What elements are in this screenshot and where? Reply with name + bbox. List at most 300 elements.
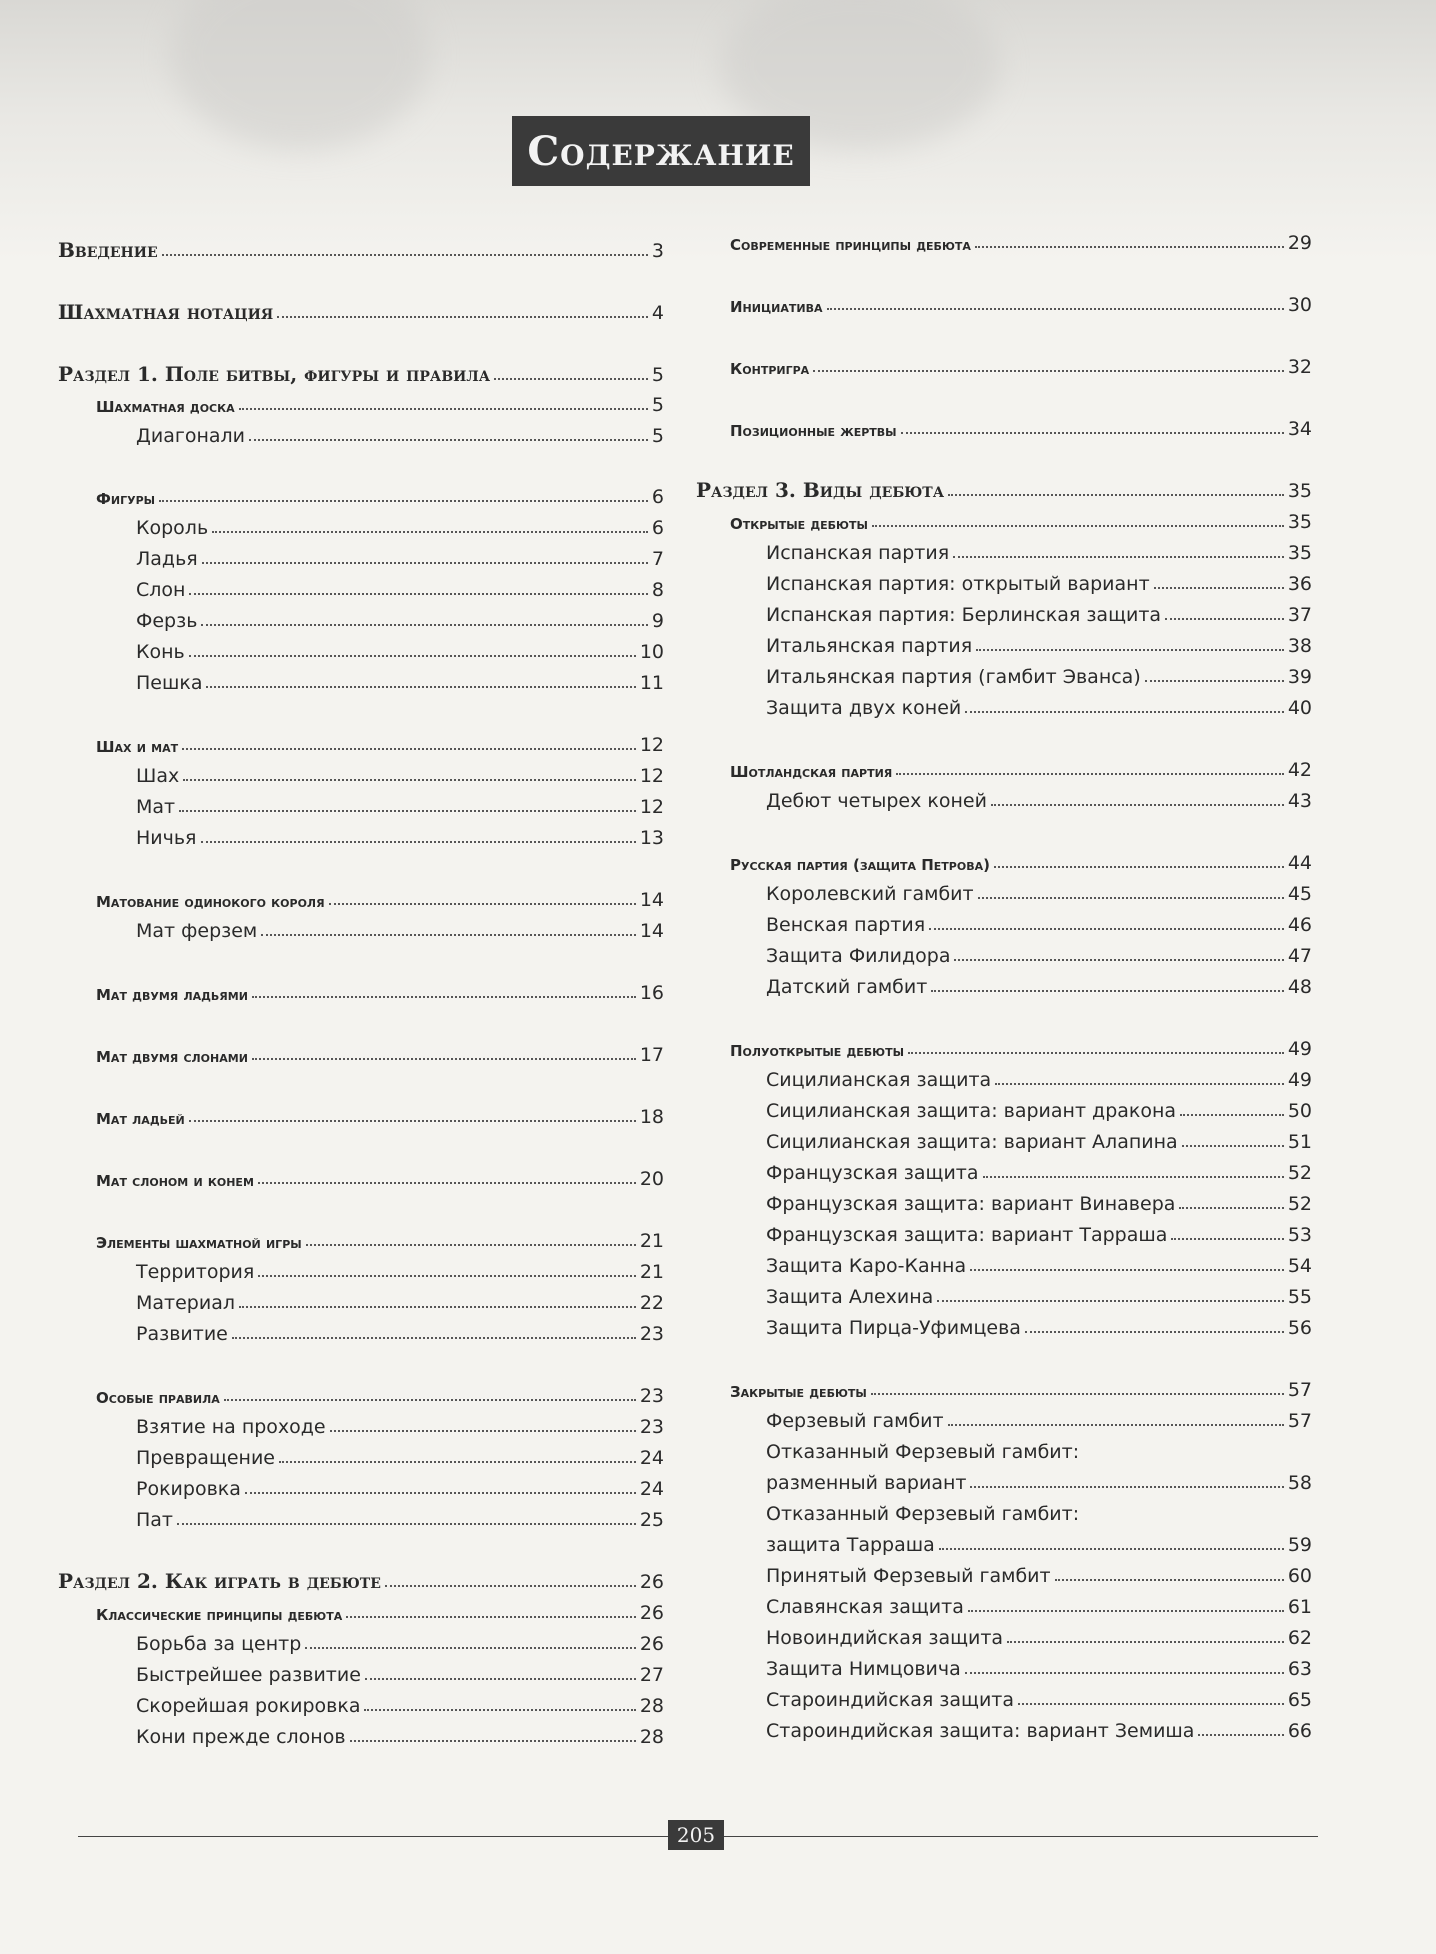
dot-leader xyxy=(385,1585,636,1587)
toc-entry-page: 12 xyxy=(639,796,664,818)
toc-entry-title: Классические принципы дебюта xyxy=(96,1606,343,1624)
toc-entry xyxy=(58,1284,664,1314)
toc-entry-title: Отказанный Ферзевый гамбит: xyxy=(766,1441,1080,1463)
toc-entry-page: 22 xyxy=(639,1292,664,1314)
toc-entry-page: 45 xyxy=(1287,883,1312,905)
dot-leader xyxy=(350,1740,636,1742)
toc-entry xyxy=(696,1092,1312,1122)
toc-entry xyxy=(58,1160,664,1190)
toc-entry-page: 43 xyxy=(1287,790,1312,812)
toc-entry xyxy=(696,968,1312,998)
toc-entry-title: Инициатива xyxy=(730,298,823,316)
toc-entry xyxy=(696,1371,1312,1401)
dot-leader xyxy=(970,1486,1283,1488)
toc-entry xyxy=(696,348,1312,378)
dot-leader xyxy=(976,649,1284,651)
toc-entry xyxy=(696,875,1312,905)
toc-entry xyxy=(696,844,1312,874)
dot-leader xyxy=(1025,1331,1284,1333)
toc-entry-title: защита Тарраша xyxy=(766,1534,935,1556)
toc-entry-page: 10 xyxy=(639,641,664,663)
toc-entry-page: 6 xyxy=(651,517,664,539)
toc-entry-title: Конь xyxy=(136,641,185,663)
toc-entry-page: 6 xyxy=(651,486,664,508)
dot-leader xyxy=(329,903,636,905)
dot-leader xyxy=(365,1678,636,1680)
toc-entry-title: Шах и мат xyxy=(96,738,179,756)
toc-entry-page: 20 xyxy=(639,1168,664,1190)
toc-entry xyxy=(58,1098,664,1128)
dot-leader xyxy=(494,378,648,380)
toc-entry xyxy=(696,286,1312,316)
toc-entry-title: Королевский гамбит xyxy=(766,883,974,905)
toc-entry xyxy=(58,1036,664,1066)
toc-entry-page: 49 xyxy=(1287,1038,1312,1060)
toc-entry xyxy=(58,1594,664,1624)
toc-entry-page: 26 xyxy=(639,1633,664,1655)
toc-entry-page: 27 xyxy=(639,1664,664,1686)
dot-leader xyxy=(953,556,1284,558)
toc-entry-title: Введение xyxy=(58,238,158,262)
dot-leader xyxy=(965,711,1284,713)
toc-entry xyxy=(696,627,1312,657)
toc-entry xyxy=(58,1470,664,1500)
toc-entry-page: 5 xyxy=(651,394,664,416)
toc-entry-title: Ладья xyxy=(136,548,198,570)
toc-entry-page: 12 xyxy=(639,765,664,787)
toc-entry-title: Слон xyxy=(136,579,186,601)
dot-leader xyxy=(978,897,1284,899)
toc-entry-title: Сицилианская защита: вариант Алапина xyxy=(766,1131,1178,1153)
toc-entry-title: Мат ферзем xyxy=(136,920,258,942)
toc-entry xyxy=(696,1030,1312,1060)
toc-entry-page: 52 xyxy=(1287,1162,1312,1184)
dot-leader xyxy=(995,1083,1284,1085)
dot-leader xyxy=(1179,1207,1283,1209)
toc-entry-page: 37 xyxy=(1287,604,1312,626)
toc-entry xyxy=(696,658,1312,688)
toc-entry-title: Взятие на проходе xyxy=(136,1416,326,1438)
toc-entry-page: 29 xyxy=(1287,232,1312,254)
dot-leader xyxy=(277,316,648,318)
toc-entry-title: Французская защита: вариант Тарраша xyxy=(766,1224,1168,1246)
toc-entry-title: Элементы шахматной игры xyxy=(96,1234,302,1252)
toc-entry-title: Защита Пирца-Уфимцева xyxy=(766,1317,1021,1339)
toc-entry xyxy=(696,1712,1312,1742)
toc-entry-title: Итальянская партия xyxy=(766,635,973,657)
toc-entry-page: 48 xyxy=(1287,976,1312,998)
toc-entry-page: 59 xyxy=(1287,1534,1312,1556)
dot-leader xyxy=(970,1269,1284,1271)
dot-leader xyxy=(872,525,1284,527)
toc-entry-page: 46 xyxy=(1287,914,1312,936)
dot-leader xyxy=(965,1672,1284,1674)
toc-entry xyxy=(58,664,664,694)
toc-entry-page: 24 xyxy=(639,1478,664,1500)
dot-leader xyxy=(162,254,648,256)
toc-entry-title: Скорейшая рокировка xyxy=(136,1695,361,1717)
dot-leader xyxy=(245,1492,636,1494)
toc-entry xyxy=(58,417,664,447)
toc-entry-page: 36 xyxy=(1287,573,1312,595)
toc-entry xyxy=(58,1253,664,1283)
page-title: Содержание xyxy=(512,116,810,186)
dot-leader xyxy=(871,1393,1284,1395)
toc-entry-page: 42 xyxy=(1287,759,1312,781)
toc-entry-page: 51 xyxy=(1287,1131,1312,1153)
toc-entry-title: Открытые дебюты xyxy=(730,515,868,533)
toc-entry xyxy=(696,1123,1312,1153)
toc-entry xyxy=(58,478,664,508)
toc-entry xyxy=(58,1718,664,1748)
toc-entry xyxy=(58,602,664,632)
toc-entry xyxy=(696,1247,1312,1277)
toc-entry-page: 39 xyxy=(1287,666,1312,688)
dot-leader xyxy=(975,246,1284,248)
toc-entry-page: 5 xyxy=(651,425,664,447)
toc-entry-title: Фигуры xyxy=(96,490,156,508)
toc-entry-page: 7 xyxy=(651,548,664,570)
dot-leader xyxy=(813,370,1284,372)
toc-entry-title: Мат ладьей xyxy=(96,1110,185,1128)
dot-leader xyxy=(159,500,648,502)
toc-entry-page: 12 xyxy=(639,734,664,756)
toc-entry-title: Дебют четырех коней xyxy=(766,790,987,812)
dot-leader xyxy=(937,1300,1284,1302)
toc-entry xyxy=(58,633,664,663)
toc-entry-page: 35 xyxy=(1287,542,1312,564)
toc-entry-title: Диагонали xyxy=(136,425,245,447)
toc-entry-title: Борьба за центр xyxy=(136,1633,302,1655)
toc-entry-title: Защита Нимцовича xyxy=(766,1658,961,1680)
dot-leader xyxy=(239,408,648,410)
toc-entry-title: Шахматная нотация xyxy=(58,300,274,324)
toc-entry xyxy=(696,1588,1312,1618)
toc-entry xyxy=(58,757,664,787)
dot-leader xyxy=(202,562,648,564)
toc-entry xyxy=(696,1650,1312,1680)
toc-entry-page: 26 xyxy=(639,1602,664,1624)
dot-leader xyxy=(201,841,636,843)
toc-entry-page: 63 xyxy=(1287,1658,1312,1680)
dot-leader xyxy=(1171,1238,1283,1240)
toc-entry-title: Король xyxy=(136,517,209,539)
dot-leader xyxy=(931,990,1284,992)
toc-entry-title: Развитие xyxy=(136,1323,228,1345)
dot-leader xyxy=(330,1430,636,1432)
toc-entry-page: 66 xyxy=(1287,1720,1312,1742)
dot-leader xyxy=(1165,618,1284,620)
toc-entry-page: 44 xyxy=(1287,852,1312,874)
dot-leader xyxy=(954,959,1283,961)
toc-entry-page: 14 xyxy=(639,889,664,911)
dot-leader xyxy=(901,432,1284,434)
toc-entry xyxy=(696,751,1312,781)
toc-entry-page: 61 xyxy=(1287,1596,1312,1618)
dot-leader xyxy=(179,810,636,812)
dot-leader xyxy=(1182,1145,1284,1147)
dot-leader xyxy=(1154,587,1284,589)
dot-leader xyxy=(206,686,635,688)
toc-entry-page: 8 xyxy=(651,579,664,601)
dot-leader xyxy=(1007,1641,1284,1643)
dot-leader xyxy=(252,996,636,998)
dot-leader xyxy=(991,804,1284,806)
toc-entry-title: Защита Алехина xyxy=(766,1286,934,1308)
toc-entry xyxy=(696,1495,1312,1525)
toc-entry xyxy=(696,1526,1312,1556)
dot-leader xyxy=(1198,1734,1283,1736)
dot-leader xyxy=(189,1120,636,1122)
dot-leader xyxy=(1055,1579,1284,1581)
dot-leader xyxy=(968,1610,1284,1612)
toc-entry-page: 57 xyxy=(1287,1410,1312,1432)
dot-leader xyxy=(896,773,1284,775)
dot-leader xyxy=(189,655,636,657)
toc-entry-page: 5 xyxy=(651,364,664,386)
toc-entry-title: Шотландская партия xyxy=(730,763,893,781)
dot-leader xyxy=(1018,1703,1284,1705)
dot-leader xyxy=(948,1424,1284,1426)
toc-entry-title: Раздел 1. Поле битвы, фигуры и правила xyxy=(58,362,491,386)
toc-entry-page: 9 xyxy=(651,610,664,632)
toc-entry-page: 30 xyxy=(1287,294,1312,316)
toc-entry-page: 50 xyxy=(1287,1100,1312,1122)
toc-entry-title: Мат xyxy=(136,796,176,818)
toc-entry xyxy=(696,534,1312,564)
toc-entry xyxy=(696,1402,1312,1432)
toc-entry-title: разменный вариант xyxy=(766,1472,967,1494)
toc-entry-title: Шах xyxy=(136,765,180,787)
toc-entry-title: Французская защита: вариант Винавера xyxy=(766,1193,1176,1215)
toc-entry-page: 23 xyxy=(639,1416,664,1438)
toc-entry-title: Мат двумя ладьями xyxy=(96,986,248,1004)
toc-entry-page: 58 xyxy=(1287,1472,1312,1494)
dot-leader xyxy=(232,1337,636,1339)
toc-entry xyxy=(696,1681,1312,1711)
toc-entry-title: Быстрейшее развитие xyxy=(136,1664,361,1686)
toc-entry-title: Защита Каро-Канна xyxy=(766,1255,967,1277)
toc-entry-page: 35 xyxy=(1287,511,1312,533)
dot-leader xyxy=(183,779,636,781)
toc-entry xyxy=(58,726,664,756)
toc-entry-title: Венская партия xyxy=(766,914,926,936)
toc-entry-page: 60 xyxy=(1287,1565,1312,1587)
toc-entry-page: 54 xyxy=(1287,1255,1312,1277)
toc-entry-title: Новоиндийская защита xyxy=(766,1627,1004,1649)
toc-entry-page: 57 xyxy=(1287,1379,1312,1401)
toc-entry xyxy=(58,819,664,849)
toc-entry-title: Особые правила xyxy=(96,1389,220,1407)
toc-entry-title: Итальянская партия (гамбит Эванса) xyxy=(766,666,1141,688)
toc-entry-title: Принятый Ферзевый гамбит xyxy=(766,1565,1051,1587)
toc-entry-page: 47 xyxy=(1287,945,1312,967)
dot-leader xyxy=(908,1052,1284,1054)
toc-entry xyxy=(696,1619,1312,1649)
toc-entry xyxy=(696,1433,1312,1463)
toc-entry-page: 65 xyxy=(1287,1689,1312,1711)
toc-entry xyxy=(696,1216,1312,1246)
toc-entry xyxy=(58,232,664,262)
toc-entry-title: Сицилианская защита xyxy=(766,1069,992,1091)
toc-entry xyxy=(58,1439,664,1469)
toc-entry-title: Пат xyxy=(136,1509,173,1531)
dot-leader xyxy=(177,1523,636,1525)
toc-entry xyxy=(696,1309,1312,1339)
toc-entry-title: Закрытые дебюты xyxy=(730,1383,867,1401)
toc-entry-title: Испанская партия xyxy=(766,542,950,564)
dot-leader xyxy=(939,1548,1284,1550)
toc-entry xyxy=(696,596,1312,626)
toc-entry xyxy=(696,472,1312,502)
toc-entry-page: 13 xyxy=(639,827,664,849)
toc-entry-title: Ферзь xyxy=(136,610,198,632)
toc-entry xyxy=(58,1687,664,1717)
toc-entry-page: 3 xyxy=(651,240,664,262)
toc-entry-title: Современные принципы дебюта xyxy=(730,236,971,254)
toc-entry-page: 56 xyxy=(1287,1317,1312,1339)
toc-entry-page: 62 xyxy=(1287,1627,1312,1649)
toc-entry xyxy=(58,1408,664,1438)
toc-entry-page: 53 xyxy=(1287,1224,1312,1246)
toc-entry-page: 16 xyxy=(639,982,664,1004)
toc-entry-title: Русская партия (защита Петрова) xyxy=(730,856,990,874)
toc-entry xyxy=(58,1501,664,1531)
toc-entry xyxy=(696,689,1312,719)
toc-entry-title: Материал xyxy=(136,1292,235,1314)
toc-entry xyxy=(58,1656,664,1686)
toc-entry-page: 28 xyxy=(639,1726,664,1748)
toc-entry xyxy=(58,1377,664,1407)
toc-entry-title: Шахматная доска xyxy=(96,398,235,416)
toc-entry-title: Раздел 3. Виды дебюта xyxy=(696,478,945,502)
toc-entry-title: Ничья xyxy=(136,827,197,849)
dot-leader xyxy=(261,934,636,936)
toc-entry-page: 21 xyxy=(639,1230,664,1252)
toc-entry xyxy=(696,937,1312,967)
toc-entry-title: Мат слоном и конем xyxy=(96,1172,254,1190)
dot-leader xyxy=(258,1275,636,1277)
dot-leader xyxy=(306,1244,636,1246)
dot-leader xyxy=(948,494,1284,496)
toc-entry xyxy=(696,1185,1312,1215)
dot-leader xyxy=(1180,1114,1284,1116)
toc-entry xyxy=(696,1278,1312,1308)
toc-entry-page: 17 xyxy=(639,1044,664,1066)
toc-entry-title: Защита двух коней xyxy=(766,697,962,719)
dot-leader xyxy=(279,1461,636,1463)
dot-leader xyxy=(212,531,648,533)
toc-entry xyxy=(696,1557,1312,1587)
toc-entry xyxy=(696,224,1312,254)
toc-entry-page: 23 xyxy=(639,1323,664,1345)
toc-entry-page: 34 xyxy=(1287,418,1312,440)
toc-entry-title: Превращение xyxy=(136,1447,275,1469)
toc-entry-title: Защита Филидора xyxy=(766,945,951,967)
toc-entry-title: Датский гамбит xyxy=(766,976,928,998)
toc-entry xyxy=(696,1061,1312,1091)
dot-leader xyxy=(182,748,636,750)
toc-entry xyxy=(696,906,1312,936)
dot-leader xyxy=(827,308,1284,310)
toc-entry xyxy=(58,540,664,570)
toc-entry xyxy=(58,974,664,1004)
toc-entry-title: Пешка xyxy=(136,672,203,694)
toc-entry xyxy=(58,881,664,911)
toc-entry-title: Отказанный Ферзевый гамбит: xyxy=(766,1503,1080,1525)
dot-leader xyxy=(224,1399,636,1401)
toc-entry-title: Позиционные жертвы xyxy=(730,422,897,440)
toc-entry xyxy=(58,386,664,416)
toc-entry-page: 24 xyxy=(639,1447,664,1469)
dot-leader xyxy=(305,1647,636,1649)
toc-entry-title: Кони прежде слонов xyxy=(136,1726,346,1748)
dot-leader xyxy=(189,593,647,595)
toc-entry-page: 25 xyxy=(639,1509,664,1531)
toc-entry xyxy=(58,571,664,601)
dot-leader xyxy=(239,1306,636,1308)
toc-entry-page: 18 xyxy=(639,1106,664,1128)
toc-entry-page: 14 xyxy=(639,920,664,942)
toc-entry-page: 35 xyxy=(1287,480,1312,502)
toc-entry-page: 38 xyxy=(1287,635,1312,657)
toc-entry xyxy=(696,1464,1312,1494)
dot-leader xyxy=(252,1058,636,1060)
toc-entry-title: Староиндийская защита: вариант Земиша xyxy=(766,1720,1195,1742)
toc-entry-title: Староиндийская защита xyxy=(766,1689,1015,1711)
toc-entry-title: Славянская защита xyxy=(766,1596,964,1618)
toc-entry xyxy=(58,509,664,539)
toc-entry xyxy=(696,1154,1312,1184)
toc-entry-page: 52 xyxy=(1287,1193,1312,1215)
toc-entry-title: Французская защита xyxy=(766,1162,979,1184)
toc-entry-title: Ферзевый гамбит xyxy=(766,1410,944,1432)
dot-leader xyxy=(983,1176,1284,1178)
dot-leader xyxy=(258,1182,636,1184)
toc-entry-page: 40 xyxy=(1287,697,1312,719)
toc-entry-page: 23 xyxy=(639,1385,664,1407)
dot-leader xyxy=(201,624,647,626)
toc-entry-page: 32 xyxy=(1287,356,1312,378)
dot-leader xyxy=(364,1709,635,1711)
toc-entry-title: Испанская партия: Берлинская защита xyxy=(766,604,1162,626)
toc-entry-page: 55 xyxy=(1287,1286,1312,1308)
toc-entry-title: Раздел 2. Как играть в дебюте xyxy=(58,1569,381,1593)
dot-leader xyxy=(929,928,1284,930)
toc-entry-title: Территория xyxy=(136,1261,255,1283)
toc-entry xyxy=(696,410,1312,440)
toc-entry xyxy=(58,1315,664,1345)
toc-entry-page: 49 xyxy=(1287,1069,1312,1091)
toc-entry-page: 11 xyxy=(639,672,664,694)
toc-entry xyxy=(58,912,664,942)
toc-entry-title: Сицилианская защита: вариант дракона xyxy=(766,1100,1177,1122)
toc-entry-title: Мат двумя слонами xyxy=(96,1048,248,1066)
toc-entry-title: Полуоткрытые дебюты xyxy=(730,1042,904,1060)
dot-leader xyxy=(346,1616,636,1618)
page-number: 205 xyxy=(668,1820,724,1850)
toc-entry-page: 26 xyxy=(639,1571,664,1593)
toc-entry xyxy=(58,788,664,818)
toc-entry xyxy=(696,782,1312,812)
dot-leader xyxy=(1145,680,1284,682)
toc-entry-page: 4 xyxy=(651,302,664,324)
dot-leader xyxy=(994,866,1284,868)
toc-entry xyxy=(696,503,1312,533)
dot-leader xyxy=(249,439,648,441)
toc-entry xyxy=(58,1625,664,1655)
toc-entry-page: 21 xyxy=(639,1261,664,1283)
